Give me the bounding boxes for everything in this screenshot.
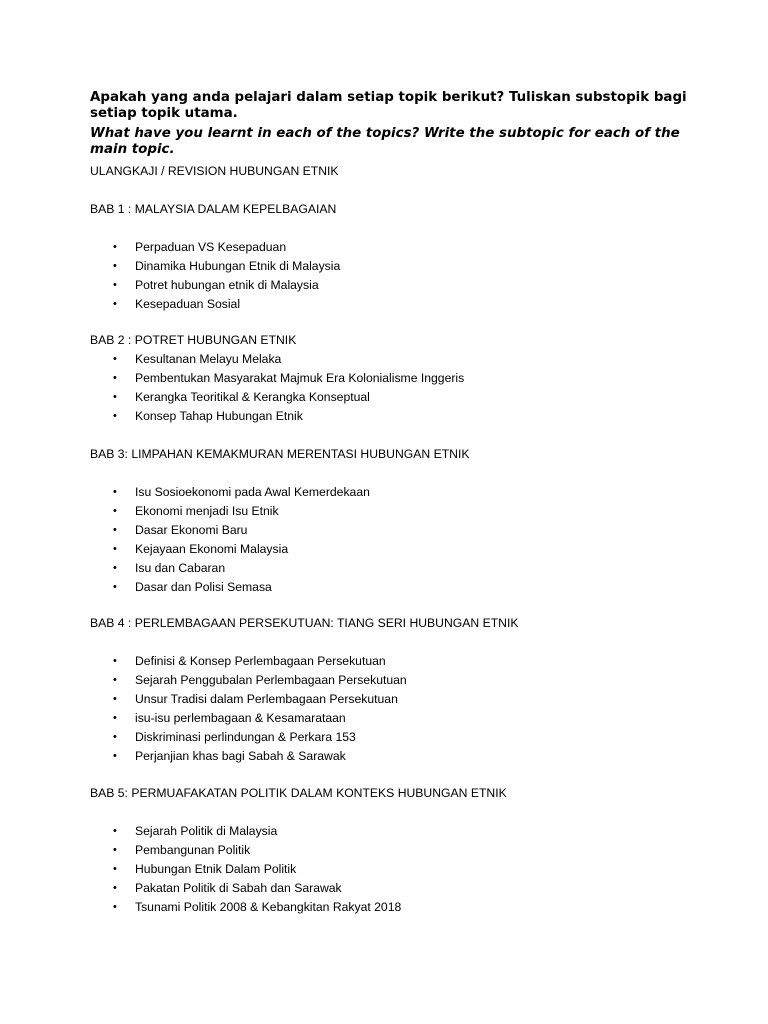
bullet-icon: • xyxy=(113,750,117,762)
bullet-icon: • xyxy=(113,844,117,856)
subtopic-label: Tsunami Politik 2008 & Kebangkitan Rakyat 2018 xyxy=(135,900,402,914)
revision-title: ULANGKAJI / REVISION HUBUNGAN ETNIK xyxy=(90,164,339,178)
subtopic-label: Kerangka Teoritikal & Kerangka Konseptual xyxy=(135,390,370,404)
subtopic-label: Perpaduan VS Kesepaduan xyxy=(135,240,287,254)
list-item xyxy=(90,559,710,578)
subtopic-label: Pembentukan Masyarakat Majmuk Era Kolonialisme Inggeris xyxy=(135,371,465,385)
list-item xyxy=(90,578,710,597)
subtopic-label: Pembangunan Politik xyxy=(135,843,251,857)
subtopic-label: Dinamika Hubungan Etnik di Malaysia xyxy=(135,259,341,273)
subtopic-label: Definisi & Konsep Perlembagaan Persekutuan xyxy=(135,654,386,668)
subtopic-label: Perjanjian khas bagi Sabah & Sarawak xyxy=(135,749,346,763)
subtopic-label: Ekonomi menjadi Isu Etnik xyxy=(135,504,279,518)
bullet-icon: • xyxy=(113,372,117,384)
subtopic-label: isu-isu perlembagaan & Kesamarataan xyxy=(135,711,346,725)
list-item xyxy=(90,652,710,671)
subtopic-label: Konsep Tahap Hubungan Etnik xyxy=(135,409,303,423)
list-item xyxy=(90,841,710,860)
subtopic-label: Sejarah Penggubalan Perlembagaan Persekutuan xyxy=(135,673,407,687)
list-item xyxy=(90,502,710,521)
subtopic-label: Potret hubungan etnik di Malaysia xyxy=(135,278,319,292)
bullet-icon: • xyxy=(113,863,117,875)
instructions xyxy=(90,90,710,158)
subtopic-list xyxy=(90,822,710,917)
bullet-icon: • xyxy=(113,901,117,913)
chapter-title: BAB 5: PERMUAFAKATAN POLITIK DALAM KONTEKS HUBUNGAN ETNIK xyxy=(90,786,507,800)
subtopic-label: Isu dan Cabaran xyxy=(135,561,226,575)
bullet-icon: • xyxy=(113,298,117,310)
bullet-icon: • xyxy=(113,693,117,705)
chapter-title: BAB 1 : MALAYSIA DALAM KEPELBAGAIAN xyxy=(90,202,337,216)
subtopic-label: Dasar dan Polisi Semasa xyxy=(135,580,272,594)
subtopic-label: Isu Sosioekonomi pada Awal Kemerdekaan xyxy=(135,485,370,499)
subtopic-label: Kesepaduan Sosial xyxy=(135,297,241,311)
chapter-5 xyxy=(90,784,710,917)
bullet-icon: • xyxy=(113,241,117,253)
list-item xyxy=(90,879,710,898)
subtopic-label: Pakatan Politik di Sabah dan Sarawak xyxy=(135,881,342,895)
chapter-1 xyxy=(90,200,710,314)
chapter-4 xyxy=(90,614,710,766)
chapter-title: BAB 4 : PERLEMBAGAAN PERSEKUTUAN: TIANG SERI HUBUNGAN ETNIK xyxy=(90,616,519,630)
list-item xyxy=(90,350,710,369)
bullet-icon: • xyxy=(113,581,117,593)
document-page xyxy=(90,90,710,914)
instruction-malay xyxy=(90,90,710,122)
subtopic-list xyxy=(90,483,710,597)
subtopic-label: Hubungan Etnik Dalam Politik xyxy=(135,862,297,876)
bullet-icon: • xyxy=(113,825,117,837)
list-item xyxy=(90,369,710,388)
list-item xyxy=(90,690,710,709)
list-item xyxy=(90,898,710,917)
list-item xyxy=(90,860,710,879)
bullet-icon: • xyxy=(113,655,117,667)
bullet-icon: • xyxy=(113,524,117,536)
instruction-english: What have you learnt in each of the topics? Write the subtopic for each of the main topic. xyxy=(90,126,680,157)
list-item xyxy=(90,276,710,295)
subtopic-list xyxy=(90,238,710,314)
list-item xyxy=(90,728,710,747)
list-item xyxy=(90,257,710,276)
subtopic-label: Dasar Ekonomi Baru xyxy=(135,523,248,537)
list-item xyxy=(90,671,710,690)
bullet-icon: • xyxy=(113,712,117,724)
list-item xyxy=(90,521,710,540)
subtopic-label: Kejayaan Ekonomi Malaysia xyxy=(135,542,289,556)
list-item xyxy=(90,295,710,314)
bullet-icon: • xyxy=(113,410,117,422)
subtopic-label: Diskriminasi perlindungan & Perkara 153 xyxy=(135,730,356,744)
list-item xyxy=(90,483,710,502)
bullet-icon: • xyxy=(113,391,117,403)
chapter-2 xyxy=(90,331,710,426)
list-item xyxy=(90,540,710,559)
bullet-icon: • xyxy=(113,674,117,686)
bullet-icon: • xyxy=(113,543,117,555)
list-item xyxy=(90,407,710,426)
list-item xyxy=(90,822,710,841)
chapter-3 xyxy=(90,445,710,597)
list-item xyxy=(90,388,710,407)
bullet-icon: • xyxy=(113,882,117,894)
subtopic-label: Kesultanan Melayu Melaka xyxy=(135,352,282,366)
bullet-icon: • xyxy=(113,562,117,574)
list-item xyxy=(90,709,710,728)
bullet-icon: • xyxy=(113,505,117,517)
bullet-icon: • xyxy=(113,486,117,498)
list-item xyxy=(90,747,710,766)
bullet-icon: • xyxy=(113,353,117,365)
subtopic-list xyxy=(90,652,710,766)
chapter-title: BAB 2 : POTRET HUBUNGAN ETNIK xyxy=(90,333,297,347)
bullet-icon: • xyxy=(113,260,117,272)
subtopic-list xyxy=(90,350,710,426)
subtopic-label: Sejarah Politik di Malaysia xyxy=(135,824,278,838)
instruction-malay-text: Apakah yang anda pelajari dalam setiap topik berikut? Tuliskan substopik bagi setiap topik utama. xyxy=(90,90,687,121)
bullet-icon: • xyxy=(113,279,117,291)
bullet-icon: • xyxy=(113,731,117,743)
list-item xyxy=(90,238,710,257)
subtopic-label: Unsur Tradisi dalam Perlembagaan Persekutuan xyxy=(135,692,398,706)
chapter-title: BAB 3: LIMPAHAN KEMAKMURAN MERENTASI HUBUNGAN ETNIK xyxy=(90,447,470,461)
